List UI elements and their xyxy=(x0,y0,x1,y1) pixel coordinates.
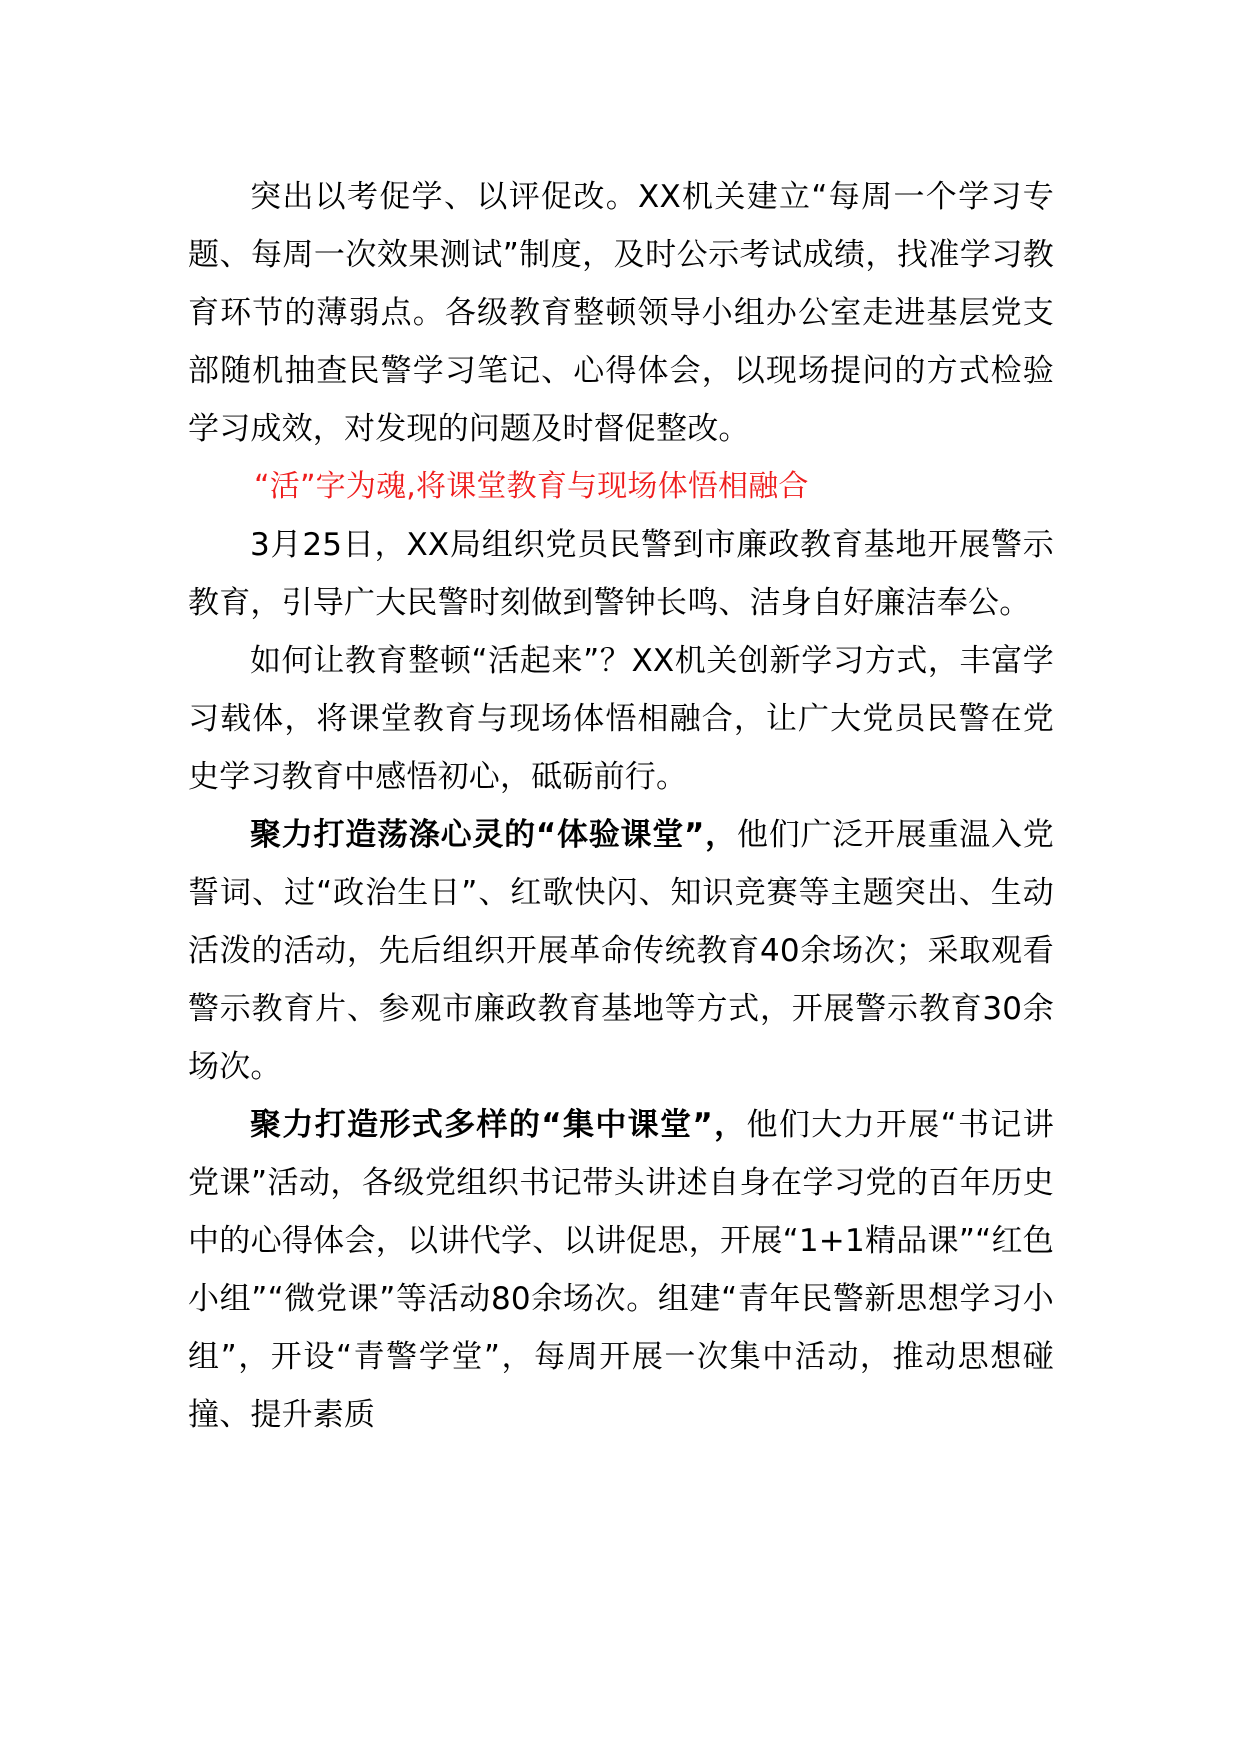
paragraph-centralized-classroom xyxy=(188,1096,1054,1444)
paragraph-warning-education: 3月25日，XX局组织党员民警到市廉政教育基地开展警示教育，引导广大民警时刻做到警钟长鸣、洁身自好廉洁奉公。 xyxy=(188,527,1054,621)
document-page xyxy=(188,168,1054,1444)
lead-phrase-experience-classroom: 聚力打造荡涤心灵的“体验课堂”， xyxy=(250,817,737,853)
body-experience-classroom: 他们广泛开展重温入党誓词、过“政治生日”、红歌快闪、知识竞赛等主题突出、生动活泼的活动，先后组织开展革命传统教育40余场次；采取观看警示教育片、参观市廉政教育基地等方式，开展警示教育30余场次。 xyxy=(188,817,1054,1085)
lead-phrase-centralized-classroom: 聚力打造形式多样的“集中课堂”， xyxy=(250,1107,747,1143)
paragraph-experience-classroom xyxy=(188,806,1054,1096)
paragraph-innovate-learning: 如何让教育整顿“活起来”？XX机关创新学习方式，丰富学习载体，将课堂教育与现场体悟相融合，让广大党员民警在党史学习教育中感悟初心，砥砺前行。 xyxy=(188,643,1054,795)
paragraph-study-exam: 突出以考促学、以评促改。XX机关建立“每周一个学习专题、每周一次效果测试”制度，及时公示考试成绩，找准学习教育环节的薄弱点。各级教育整顿领导小组办公室走进基层党支部随机抽查民警学习笔记、心得体会，以现场提问的方式检验学习成效，对发现的问题及时督促整改。 xyxy=(188,179,1054,447)
section-heading: “活”字为魂,将课堂教育与现场体悟相融合 xyxy=(254,469,809,504)
body-centralized-classroom: 他们大力开展“书记讲党课”活动，各级党组织书记带头讲述自身在学习党的百年历史中的心得体会，以讲代学、以讲促思，开展“1+1精品课”“红色小组”“微党课”等活动80余场次。组建“青年民警新思想学习小组”，开设“青警学堂”，每周开展一次集中活动，推动思想碰撞、提升素质 xyxy=(188,1107,1054,1433)
